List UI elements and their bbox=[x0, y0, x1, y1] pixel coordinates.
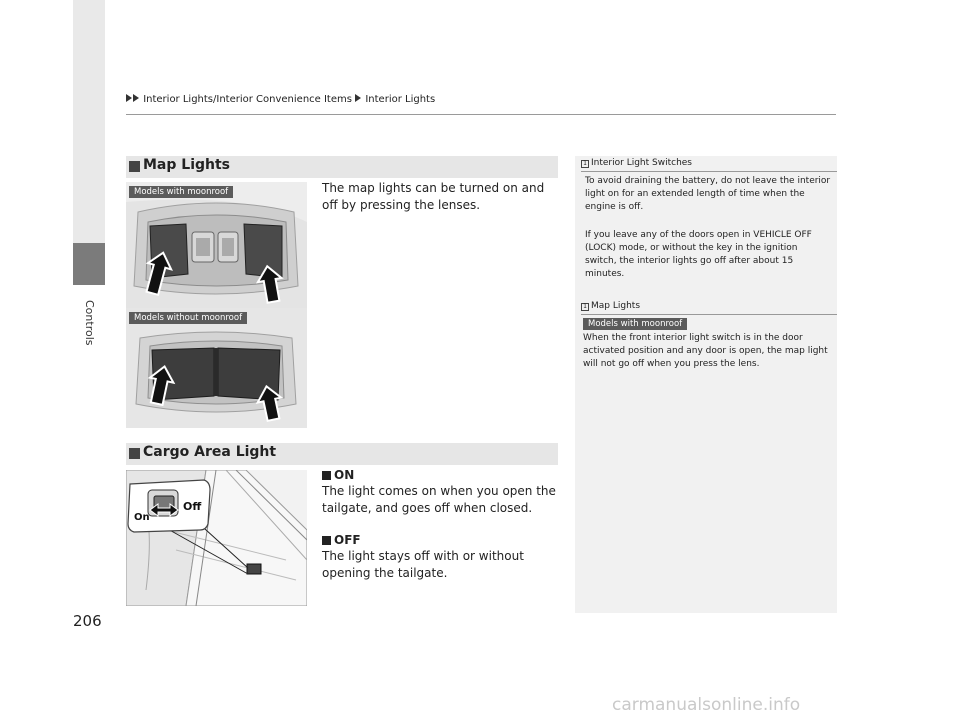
watermark: carmanualsonline.info bbox=[612, 695, 801, 715]
off-mode-heading: OFF bbox=[322, 533, 558, 547]
on-mode-text: The light comes on when you open the tailgate, and goes off when closed. bbox=[322, 484, 556, 515]
note-map-title: 1 Map Lights bbox=[581, 301, 640, 311]
off-mode-text: The light stays off with or without opening the tailgate. bbox=[322, 549, 524, 580]
note-models-with-moonroof-tag: Models with moonroof bbox=[583, 318, 687, 330]
breadcrumb-page[interactable]: Interior Lights bbox=[365, 94, 436, 105]
breadcrumb-section[interactable]: Interior Lights/Interior Convenience Items bbox=[143, 94, 352, 105]
breadcrumb-arrow-icon bbox=[126, 94, 132, 102]
page-number: 206 bbox=[73, 612, 102, 630]
map-lights-no-moonroof-image bbox=[126, 308, 307, 428]
note-divider bbox=[581, 314, 837, 315]
on-mode-heading: ON bbox=[322, 468, 558, 482]
note-switches-para1: To avoid draining the battery, do not leave the interior light on for an extended length of time when the engine is off. bbox=[585, 176, 831, 212]
map-lights-description: The map lights can be turned on and off by pressing the lenses. bbox=[322, 181, 545, 212]
cargo-light-header bbox=[126, 443, 558, 465]
header-divider bbox=[126, 114, 836, 115]
cargo-light-illustration bbox=[126, 470, 307, 606]
switch-on-label: On bbox=[134, 512, 150, 523]
side-tab-label[interactable]: Controls bbox=[83, 300, 96, 346]
models-with-moonroof-tag: Models with moonroof bbox=[129, 186, 233, 198]
models-without-moonroof-tag: Models without moonroof bbox=[129, 312, 247, 324]
square-bullet-icon bbox=[322, 471, 331, 480]
map-lights-moonroof-image bbox=[126, 182, 307, 308]
square-bullet-icon bbox=[129, 448, 140, 459]
map-lights-no-moonroof-illustration bbox=[126, 308, 307, 428]
map-lights-header bbox=[126, 156, 558, 178]
cargo-light-modes bbox=[322, 468, 558, 582]
side-tab-marker bbox=[73, 243, 105, 285]
breadcrumb-arrow-icon bbox=[355, 94, 361, 102]
notes-panel bbox=[575, 156, 837, 613]
square-bullet-icon bbox=[322, 536, 331, 545]
note-switches-para2: If you leave any of the doors open in VEHICLE OFF (LOCK) mode, or without the key in the ignition switch, the interior lights go off after about 15 minutes. bbox=[585, 230, 812, 279]
note-icon: 1 bbox=[581, 160, 589, 168]
note-switches-title: 1 Interior Light Switches bbox=[581, 158, 692, 168]
square-bullet-icon bbox=[129, 161, 140, 172]
note-icon: 1 bbox=[581, 303, 589, 311]
cargo-light-image bbox=[126, 470, 307, 606]
map-lights-title: Map Lights bbox=[143, 157, 231, 173]
breadcrumb bbox=[126, 94, 435, 105]
note-map-text: When the front interior light switch is in the door activated position and any door is open, the map light will not go off when you press the lens. bbox=[583, 333, 828, 369]
cargo-light-title: Cargo Area Light bbox=[143, 444, 277, 460]
side-rail bbox=[73, 0, 105, 243]
switch-off-label: Off bbox=[183, 500, 202, 513]
map-lights-moonroof-illustration bbox=[126, 182, 307, 308]
note-divider bbox=[581, 171, 837, 172]
breadcrumb-arrow-icon bbox=[133, 94, 139, 102]
